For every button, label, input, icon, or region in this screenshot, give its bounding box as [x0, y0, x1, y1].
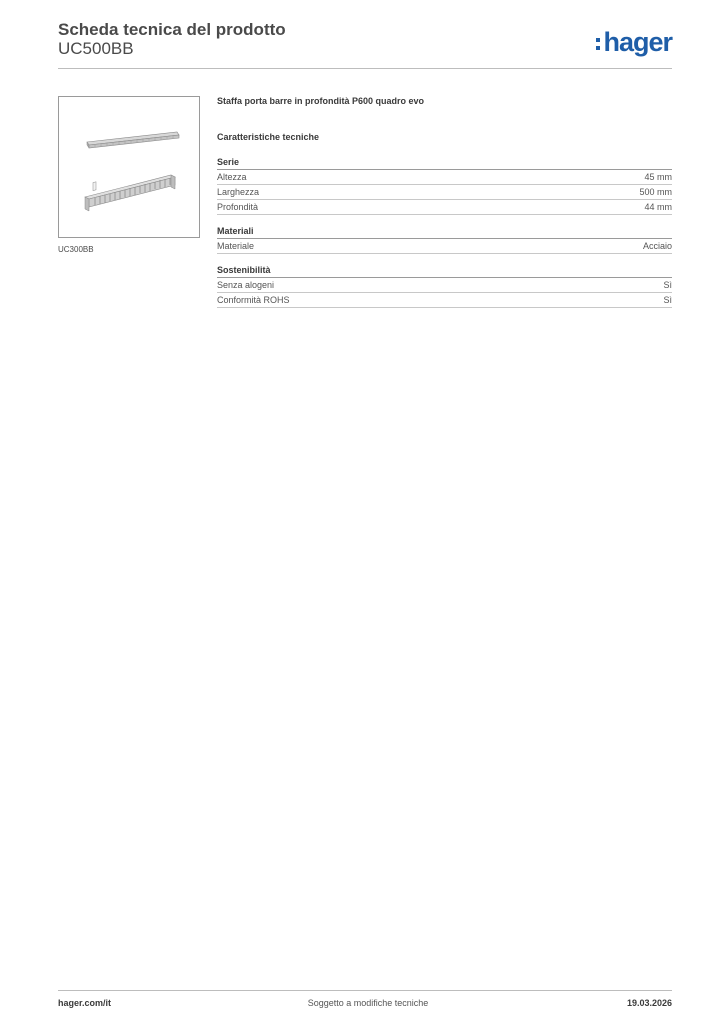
- group-sostenibilita: [217, 265, 672, 308]
- spec-label: Profondità: [217, 202, 259, 212]
- spec-row: [217, 200, 672, 215]
- page-title: Scheda tecnica del prodotto: [58, 20, 286, 39]
- technical-sheet: [217, 96, 672, 319]
- spec-label: Larghezza: [217, 187, 260, 197]
- logo-dots-icon: [596, 38, 600, 50]
- spec-label: Materiale: [217, 241, 255, 251]
- spec-value: Sì: [663, 295, 672, 305]
- footer-date: 19.03.2026: [626, 998, 672, 1008]
- product-description: Staffa porta barre in profondità P600 quadro evo: [217, 96, 425, 106]
- spec-value: 45 mm: [644, 172, 672, 182]
- image-caption: UC300BB: [58, 245, 94, 254]
- spec-value: 44 mm: [644, 202, 672, 212]
- spec-row: [217, 293, 672, 308]
- spec-value: Sì: [663, 280, 672, 290]
- spec-label: Altezza: [217, 172, 247, 182]
- spec-label: Senza alogeni: [217, 280, 275, 290]
- product-code: UC500BB: [58, 39, 134, 58]
- spec-row: [217, 278, 672, 293]
- logo-wordmark: hager: [603, 26, 672, 57]
- product-image: [58, 96, 200, 238]
- spec-value: Acciaio: [642, 241, 672, 251]
- group-materiali: [217, 226, 672, 254]
- spec-row: [217, 239, 672, 254]
- spec-row: [217, 185, 672, 200]
- spec-label: Conformità ROHS: [217, 295, 290, 305]
- section-heading: Caratteristiche tecniche: [217, 132, 320, 142]
- group-title: Sostenibilità: [217, 265, 672, 278]
- spec-row: [217, 170, 672, 185]
- spec-value: 500 mm: [639, 187, 672, 197]
- footer-note: Soggetto a modifiche tecniche: [307, 998, 429, 1008]
- header-divider: [58, 68, 672, 69]
- footer-divider: [58, 990, 672, 991]
- busbar-bracket-illustration: [59, 97, 199, 237]
- group-title: Materiali: [217, 226, 672, 239]
- group-title: Serie: [217, 157, 672, 170]
- footer-website-link[interactable]: hager.com/it: [58, 998, 112, 1008]
- group-serie: [217, 157, 672, 215]
- hager-logo: [596, 26, 672, 58]
